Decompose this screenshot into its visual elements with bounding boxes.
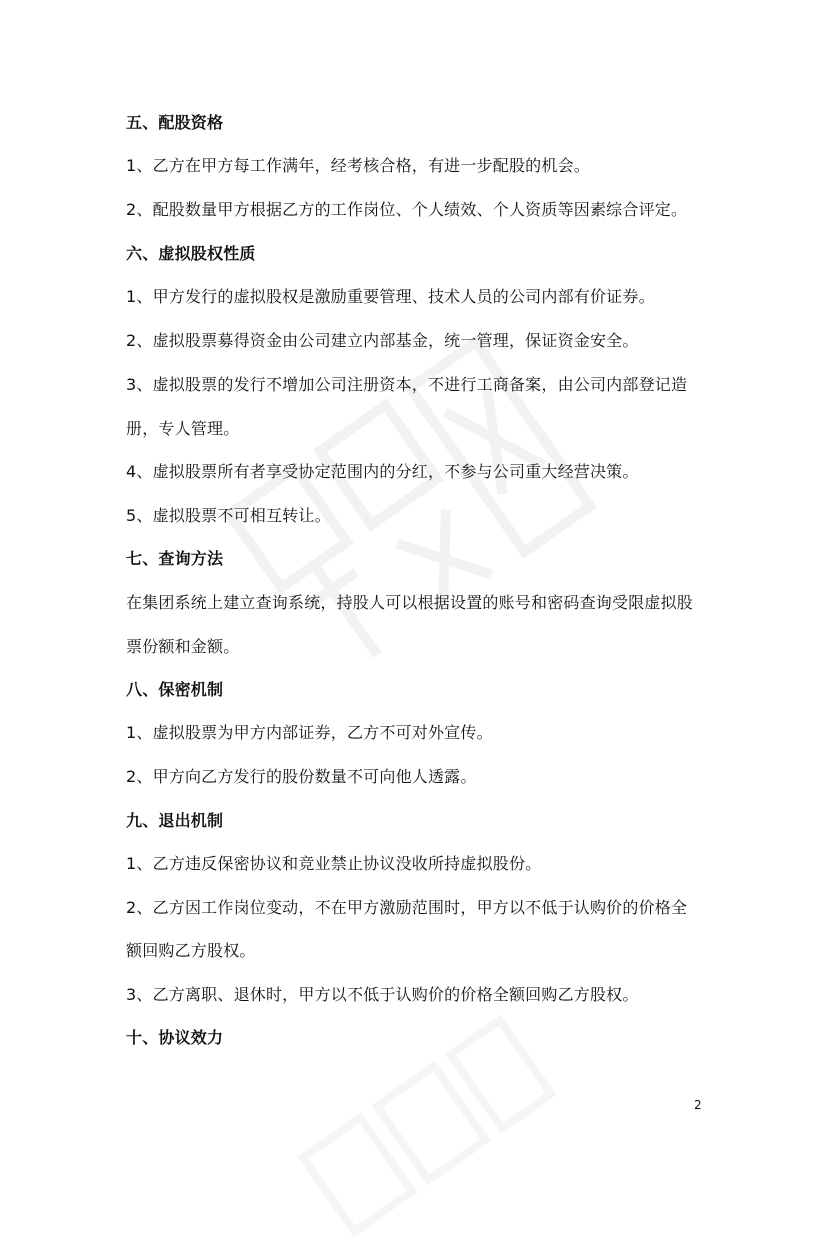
paragraph-line: 2、虚拟股票募得资金由公司建立内部基金，统一管理，保证资金安全。 xyxy=(126,331,639,350)
paragraph-line: 4、虚拟股票所有者享受协定范围内的分红，不参与公司重大经营决策。 xyxy=(126,462,639,481)
page-number: 2 xyxy=(694,1098,702,1112)
section-heading-10: 十、协议效力 xyxy=(126,1028,224,1047)
paragraph-line: 3、虚拟股票的发行不增加公司注册资本，不进行工商备案，由公司内部登记造 xyxy=(126,375,688,394)
paragraph-line: 1、乙方违反保密协议和竞业禁止协议没收所持虚拟股份。 xyxy=(126,854,542,873)
section-heading-5: 五、配股资格 xyxy=(126,113,224,132)
paragraph-line: 2、甲方向乙方发行的股份数量不可向他人透露。 xyxy=(126,767,477,786)
paragraph-line: 1、乙方在甲方每工作满年，经考核合格，有进一步配股的机会。 xyxy=(126,156,590,175)
paragraph-line: 票份额和金额。 xyxy=(126,637,240,656)
paragraph-line: 1、甲方发行的虚拟股权是激励重要管理、技术人员的公司内部有价证券。 xyxy=(126,287,655,306)
paragraph-line: 2、配股数量甲方根据乙方的工作岗位、个人绩效、个人资质等因素综合评定。 xyxy=(126,200,688,219)
paragraph-line: 5、虚拟股票不可相互转让。 xyxy=(126,506,331,525)
section-heading-9: 九、退出机制 xyxy=(126,811,224,830)
section-heading-6: 六、虚拟股权性质 xyxy=(126,244,256,263)
paragraph-line: 3、乙方离职、退休时，甲方以不低于认购价的价格全额回购乙方股权。 xyxy=(126,985,639,1004)
paragraph-line: 在集团系统上建立查询系统，持股人可以根据设置的账号和密码查询受限虚拟股 xyxy=(126,593,694,612)
paragraph-line: 册，专人管理。 xyxy=(126,419,240,438)
section-heading-7: 七、查询方法 xyxy=(126,549,224,568)
paragraph-line: 1、虚拟股票为甲方内部证券，乙方不可对外宣传。 xyxy=(126,723,493,742)
section-heading-8: 八、保密机制 xyxy=(126,680,224,699)
paragraph-line: 2、乙方因工作岗位变动，不在甲方激励范围时，甲方以不低于认购价的价格全 xyxy=(126,898,688,917)
paragraph-line: 额回购乙方股权。 xyxy=(126,941,256,960)
watermark-logo-bottom xyxy=(289,1006,571,1253)
